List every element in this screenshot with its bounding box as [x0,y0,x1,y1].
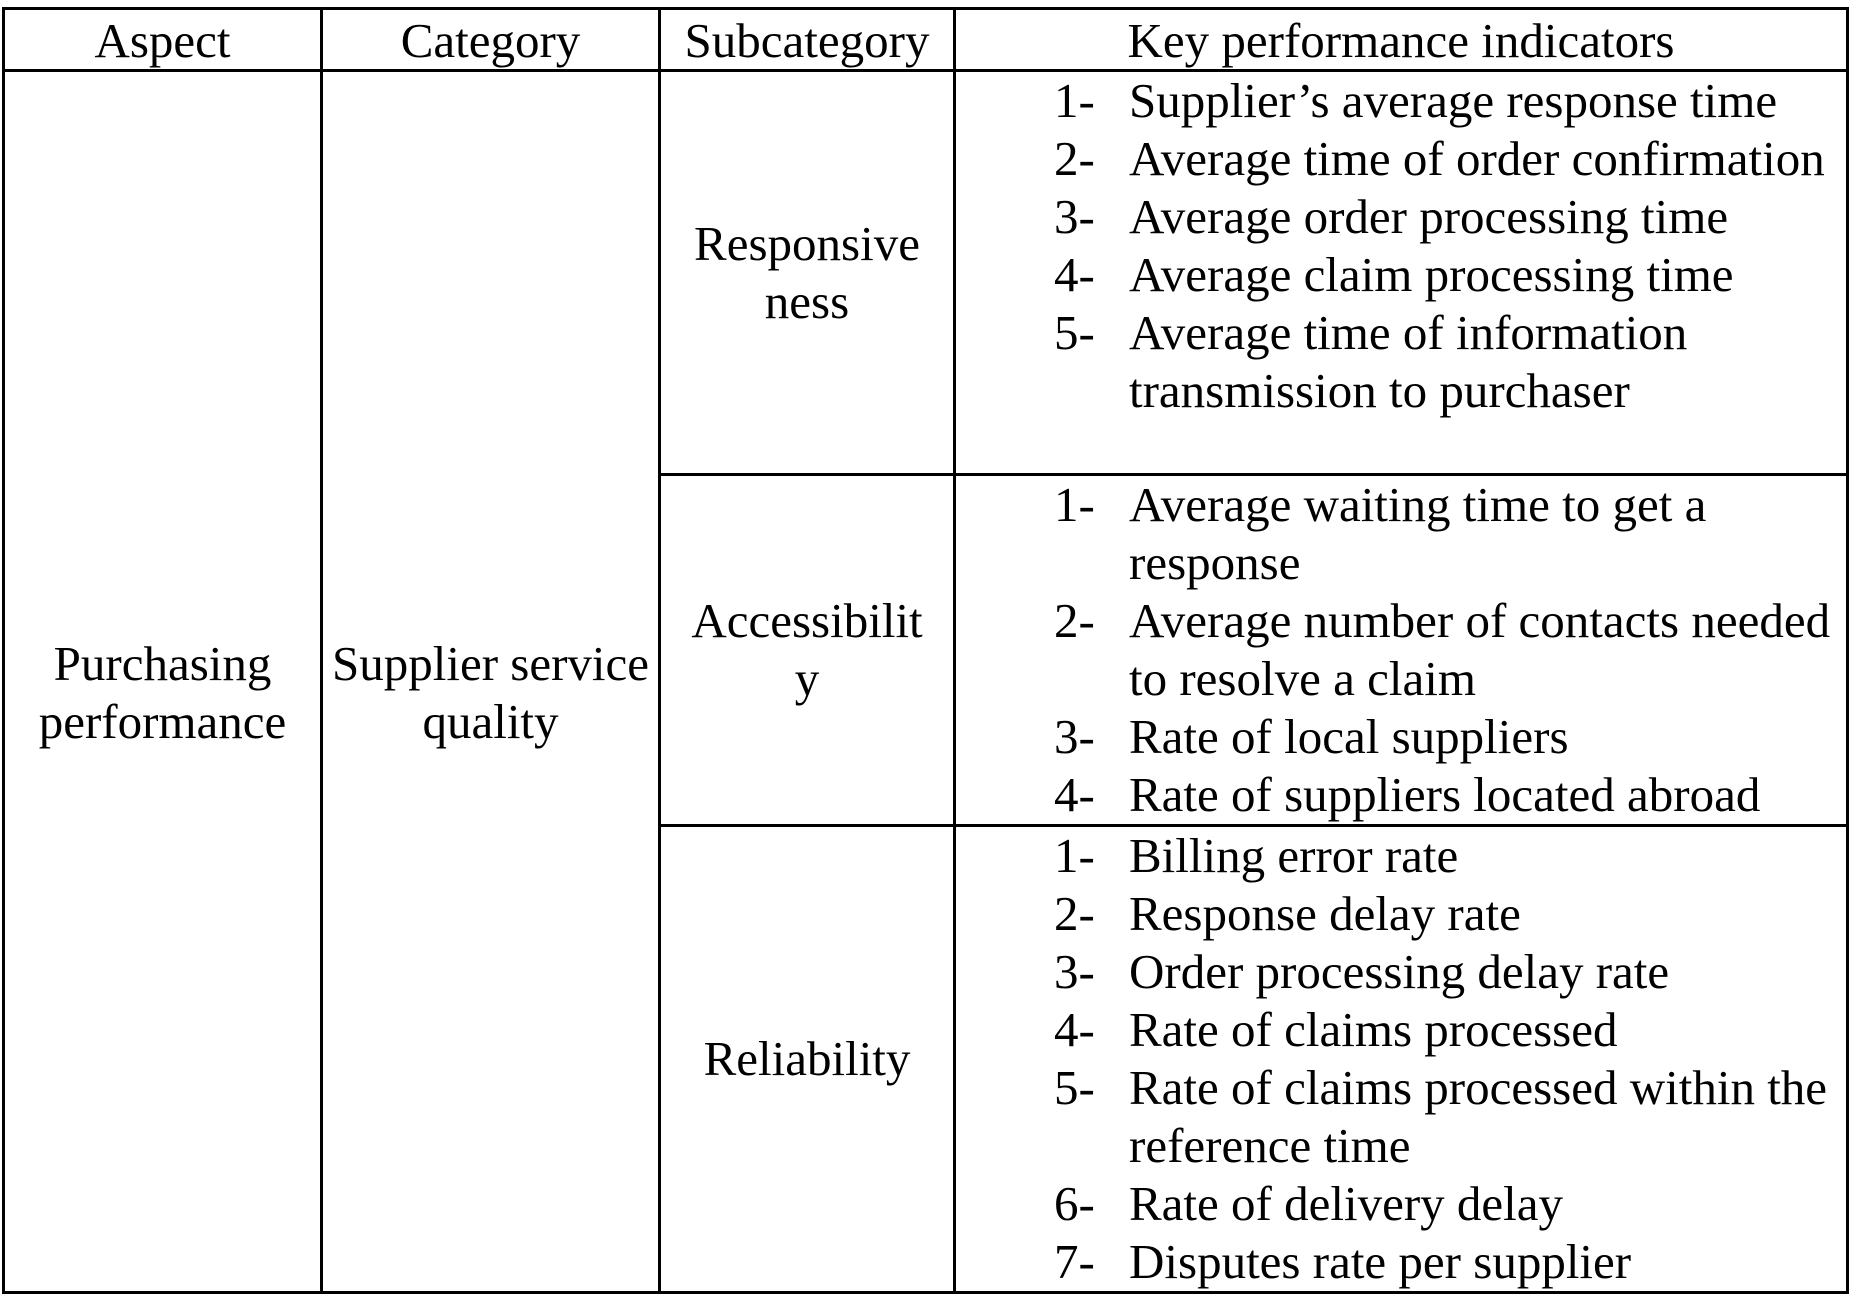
header-category: Category [322,9,660,71]
list-item [956,943,1846,1001]
header-subcategory: Subcategory [660,9,955,71]
kpi-number: 1- [1054,828,1095,883]
kpi-text: Rate of suppliers located abroad [1129,767,1761,822]
subcategory-cell-accessibility [660,475,955,826]
kpi-number: 6- [1054,1176,1095,1231]
kpi-text: Disputes rate per supplier [1129,1234,1632,1289]
list-item [956,708,1846,766]
kpi-number: 7- [1054,1234,1095,1289]
list-item [956,72,1846,130]
kpi-text: Rate of delivery delay [1129,1176,1564,1231]
kpi-number: 5- [1054,305,1095,360]
kpi-number: 2- [1054,886,1095,941]
list-item [956,1233,1846,1291]
list-item [956,766,1846,824]
header-kpi: Key performance indicators [955,9,1848,71]
kpi-text: Average time of information transmission to purchaser [1129,305,1688,418]
kpi-number: 3- [1054,189,1095,244]
list-item [956,476,1846,592]
kpi-text: Average waiting time to get a response [1129,477,1707,590]
kpi-text: Supplier’s average response time [1129,73,1778,128]
kpi-text: Average number of contacts needed to resolve a claim [1129,593,1831,706]
kpi-number: 2- [1054,131,1095,186]
list-item [956,1059,1846,1175]
kpi-cell-reliability [955,826,1848,1293]
list-item [956,304,1846,420]
kpi-number: 2- [1054,593,1095,648]
subcategory-line: Accessibilit [691,593,923,648]
kpi-cell-responsiveness [955,71,1848,475]
subcategory-cell-responsiveness [660,71,955,475]
list-item [956,592,1846,708]
kpi-number: 3- [1054,944,1095,999]
kpi-text: Rate of claims processed [1129,1002,1618,1057]
kpi-number: 4- [1054,247,1095,302]
subcategory-line: y [794,651,820,706]
kpi-number: 3- [1054,709,1095,764]
kpi-number: 5- [1054,1060,1095,1115]
kpi-text: Billing error rate [1129,828,1459,883]
kpi-number: 1- [1054,73,1095,128]
list-item [956,188,1846,246]
kpi-text: Average claim processing time [1129,247,1734,302]
kpi-table [2,7,1849,1294]
subcategory-line: ness [764,273,850,329]
kpi-text: Average time of order confirmation [1129,131,1825,186]
kpi-text: Average order processing time [1129,189,1729,244]
table-row [4,71,1848,475]
list-item [956,130,1846,188]
kpi-text: Response delay rate [1129,886,1521,941]
kpi-number: 4- [1054,1002,1095,1057]
kpi-list [956,476,1846,824]
header-aspect: Aspect [4,9,322,71]
kpi-list [956,72,1846,420]
list-item [956,246,1846,304]
aspect-cell [4,71,322,1293]
list-item [956,1001,1846,1059]
kpi-number: 1- [1054,477,1095,532]
aspect-value: Purchasing performance [38,636,287,749]
kpi-text: Rate of claims processed within the reference time [1129,1060,1828,1173]
category-cell [322,71,660,1293]
subcategory-line: Reliability [703,1031,911,1086]
kpi-list [956,827,1846,1291]
list-item [956,1175,1846,1233]
list-item [956,885,1846,943]
category-value: Supplier service quality [331,636,650,749]
table-header-row [4,9,1848,71]
kpi-text: Order processing delay rate [1129,944,1670,999]
kpi-text: Rate of local suppliers [1129,709,1569,764]
list-item [956,827,1846,885]
subcategory-line: Responsive [694,215,920,271]
subcategory-cell-reliability [660,826,955,1293]
kpi-number: 4- [1054,767,1095,822]
kpi-cell-accessibility [955,475,1848,826]
